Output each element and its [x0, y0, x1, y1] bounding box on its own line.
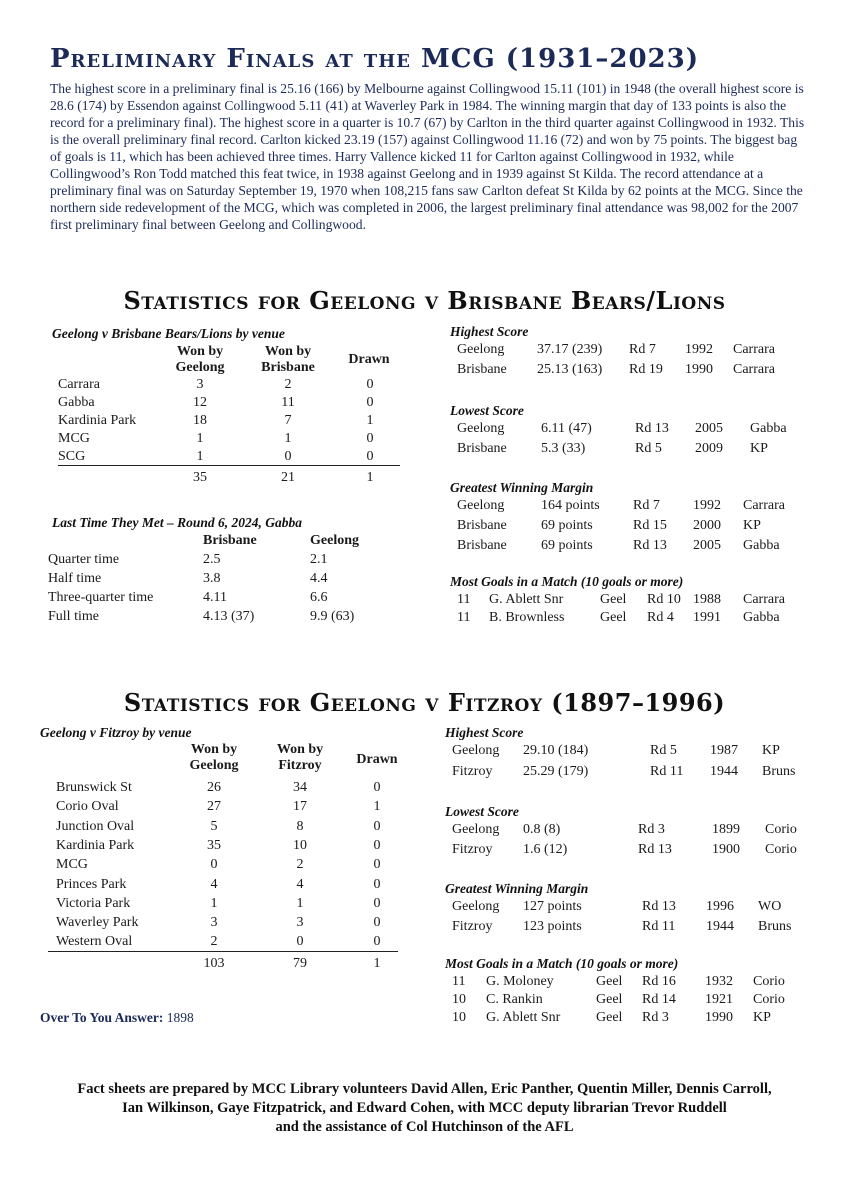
lowest-venue: Gabba [750, 421, 787, 436]
lowest-year: 1900 [712, 842, 740, 857]
venue-won-geelong: 3 [196, 377, 204, 392]
goals-heading: Most Goals in a Match (10 goals or more) [445, 956, 679, 971]
totals-divider [58, 465, 400, 466]
last-met-geelong: 6.6 [310, 590, 328, 605]
margin-rd: Rd 15 [633, 518, 667, 533]
margin-table [457, 498, 837, 562]
highest-table [452, 743, 832, 789]
venue-name: MCG [56, 857, 88, 873]
credits-line-2: Ian Wilkinson, Gaye Fitzpatrick, and Edward Cohen, with MCC deputy librarian Trevor Ruddell [122, 1100, 727, 1116]
highest-row [452, 764, 832, 782]
highest-row [452, 743, 832, 761]
last-met-geelong: 9.9 (63) [310, 609, 355, 624]
margin-score: 123 points [523, 919, 582, 934]
last-met-geelong: 4.4 [310, 571, 328, 586]
venue-drawn: 0 [373, 857, 381, 873]
last-met-row [48, 590, 398, 608]
venue-won-opponent: 11 [281, 395, 295, 410]
goals-table [457, 592, 837, 632]
venue-header-geelong: Won by Geelong [189, 742, 239, 773]
highest-venue: KP [762, 743, 780, 758]
lowest-venue: Corio [765, 822, 797, 837]
credits-line-1: Fact sheets are prepared by MCC Library volunteers David Allen, Eric Panther, Quentin Miller, Dennis Carroll, [77, 1081, 772, 1097]
highest-team: Geelong [457, 342, 505, 357]
brisbane-venue-heading: Geelong v Brisbane Bears/Lions by venue [52, 326, 285, 341]
venue-won-opponent: 7 [284, 413, 292, 428]
page-title: Preliminary Finals at the MCG (1931–2023) [50, 44, 700, 74]
venue-drawn: 0 [373, 837, 381, 853]
goals-heading: Most Goals in a Match (10 goals or more) [450, 574, 684, 589]
venue-row [56, 877, 406, 895]
total-geelong: 35 [193, 470, 207, 485]
venue-won-opponent: 4 [296, 876, 304, 892]
brisbane-section-title: Statistics for Geelong v Brisbane Bears/Lions [123, 286, 726, 315]
total-geelong: 103 [203, 956, 225, 971]
venue-won-geelong: 18 [193, 413, 207, 428]
goals-year: 1991 [693, 610, 721, 625]
goals-club: Geel [600, 610, 627, 625]
venue-won-geelong: 4 [210, 876, 218, 892]
goals-player: G. Ablett Snr [489, 592, 564, 607]
margin-score: 69 points [541, 518, 593, 533]
margin-venue: Carrara [743, 498, 785, 513]
goals-player: C. Rankin [486, 992, 543, 1007]
margin-rd: Rd 7 [633, 498, 660, 513]
venue-drawn: 0 [373, 934, 381, 950]
venue-row [58, 377, 408, 395]
venue-row [56, 896, 406, 914]
venue-header-brisbane: Won by Brisbane [261, 344, 315, 375]
intro-paragraph: The highest score in a preliminary final is 25.16 (166) by Melbourne against Collingwood 15.11 (101) in 1948 (the overall highest score is 28.6 (174) by Essendon against Collingwood 5.11 (41) at Waverley Park in 1984. The winning margin that day of 133 points is also the record for a preliminary final). The highest score in a quarter is 10.7 (67) by Carlton in the third quarter against Collingwood in 1932. This is the overall preliminary final record. Carlton kicked 23.19 (157) against Collingwood 11.16 (72) and won by 75 points. The biggest bag of goals is 11, which has been achieved three times. Harry Vallence kicked 11 for Carlton against Collingwood in 1932, while Collingwood’s Ron Todd matched this feat twice, in 1938 against Geelong and in 1939 against St Kilda. The record attendance at a preliminary final was on Saturday September 19, 1970 when 108,215 fans saw Carlton defeat St Kilda by 62 points at the MCG. Since the northern side redevelopment of the MCG, which was completed in 2006, the largest preliminary final attendance was 98,002 for the 2007 first preliminary final between Geelong and Collingwood. [50, 81, 805, 232]
venue-won-opponent: 2 [284, 377, 292, 392]
venue-header-geelong: Won by Geelong [175, 344, 225, 375]
highest-rd: Rd 11 [650, 764, 684, 779]
margin-heading: Greatest Winning Margin [450, 480, 594, 495]
goals-year: 1921 [705, 992, 733, 1007]
venue-name: Victoria Park [56, 895, 131, 911]
venue-row [56, 838, 406, 856]
goals-rd: Rd 16 [642, 974, 676, 989]
margin-rd: Rd 11 [642, 919, 676, 934]
highest-team: Geelong [452, 743, 500, 758]
highest-heading: Highest Score [445, 725, 524, 740]
lowest-rd: Rd 13 [635, 421, 669, 436]
total-brisbane: 21 [281, 470, 295, 485]
goals-row [452, 974, 832, 992]
totals-divider [48, 951, 398, 952]
venue-won-geelong: 35 [207, 837, 221, 853]
venue-won-opponent: 1 [284, 431, 292, 446]
lowest-heading: Lowest Score [445, 804, 519, 819]
goals-player: G. Moloney [486, 974, 554, 989]
margin-team: Fitzroy [452, 919, 493, 934]
venue-won-geelong: 1 [210, 895, 218, 911]
margin-score: 127 points [523, 899, 582, 914]
lowest-score: 5.3 (33) [541, 441, 586, 456]
goals-n: 11 [457, 592, 471, 607]
venue-name: Princes Park [56, 876, 127, 892]
lowest-table [457, 421, 837, 465]
margin-year: 2000 [693, 518, 721, 533]
total-drawn: 1 [373, 956, 381, 971]
lowest-rd: Rd 3 [638, 822, 665, 837]
venue-row [56, 934, 406, 952]
lowest-team: Fitzroy [452, 842, 493, 857]
venue-drawn: 1 [366, 413, 374, 428]
venue-name: Gabba [58, 395, 95, 410]
venue-won-opponent: 1 [296, 895, 304, 911]
highest-venue: Carrara [733, 342, 775, 357]
margin-score: 69 points [541, 538, 593, 553]
margin-row [452, 899, 832, 917]
lowest-venue: Corio [765, 842, 797, 857]
last-met-row [48, 571, 398, 589]
venue-name: Brunswick St [56, 780, 132, 795]
goals-venue: Corio [753, 992, 785, 1007]
last-met-label: Three-quarter time [48, 590, 154, 605]
venue-drawn: 0 [366, 431, 374, 446]
margin-score: 164 points [541, 498, 600, 513]
goals-year: 1932 [705, 974, 733, 989]
venue-header-fitzroy: Won by Fitzroy [276, 742, 324, 773]
highest-rd: Rd 7 [629, 342, 656, 357]
venue-drawn: 0 [373, 915, 381, 931]
highest-year: 1944 [710, 764, 738, 779]
goals-rd: Rd 10 [647, 592, 681, 607]
highest-rd: Rd 19 [629, 362, 663, 377]
goals-row [457, 592, 837, 610]
venue-name: Carrara [58, 377, 100, 392]
venue-name: SCG [58, 449, 86, 464]
margin-year: 1944 [706, 919, 734, 934]
margin-venue: WO [758, 899, 782, 914]
lowest-row [457, 441, 837, 459]
highest-row [457, 362, 837, 380]
highest-venue: Bruns [762, 764, 796, 779]
highest-heading: Highest Score [450, 324, 529, 339]
totals-row [58, 470, 408, 488]
last-met-table [48, 533, 398, 633]
venue-name: Western Oval [56, 934, 133, 950]
goals-year: 1988 [693, 592, 721, 607]
last-met-row [48, 609, 398, 627]
goals-n: 10 [452, 1010, 466, 1025]
fitzroy-venue-table [56, 742, 406, 974]
highest-rd: Rd 5 [650, 743, 677, 758]
venue-header-drawn: Drawn [356, 752, 398, 767]
totals-row [56, 956, 406, 974]
margin-heading: Greatest Winning Margin [445, 881, 589, 896]
venue-drawn: 0 [373, 895, 381, 911]
venue-won-geelong: 0 [210, 857, 218, 873]
goals-venue: Carrara [743, 592, 785, 607]
lowest-score: 0.8 (8) [523, 822, 561, 837]
lowest-team: Geelong [457, 421, 505, 436]
margin-team: Geelong [457, 498, 505, 513]
answer-value: 1898 [166, 1010, 194, 1025]
venue-name: Corio Oval [56, 799, 119, 815]
lowest-year: 1899 [712, 822, 740, 837]
margin-row [457, 538, 837, 556]
venue-drawn: 0 [373, 876, 381, 892]
venue-row [56, 799, 406, 817]
lowest-team: Geelong [452, 822, 500, 837]
highest-score: 25.29 (179) [523, 764, 589, 779]
highest-team: Brisbane [457, 362, 507, 377]
venue-won-geelong: 1 [196, 431, 204, 446]
lowest-rd: Rd 13 [638, 842, 672, 857]
venue-won-geelong: 12 [193, 395, 207, 410]
goals-venue: KP [753, 1010, 771, 1025]
venue-won-geelong: 5 [210, 818, 218, 834]
highest-year: 1992 [685, 342, 713, 357]
highest-score: 37.17 (239) [537, 342, 603, 357]
goals-club: Geel [596, 992, 623, 1007]
margin-team: Brisbane [457, 538, 507, 553]
goals-row [452, 992, 832, 1010]
goals-year: 1990 [705, 1010, 733, 1025]
highest-score: 25.13 (163) [537, 362, 603, 377]
goals-player: B. Brownless [489, 610, 565, 625]
lowest-row [457, 421, 837, 439]
last-met-brisbane: 4.13 (37) [203, 609, 255, 624]
fitzroy-venue-heading: Geelong v Fitzroy by venue [40, 725, 192, 740]
highest-score: 29.10 (184) [523, 743, 589, 758]
venue-row [58, 395, 408, 413]
last-met-brisbane: 4.11 [203, 590, 227, 605]
credits-line-3: and the assistance of Col Hutchinson of the AFL [275, 1119, 574, 1135]
venue-drawn: 0 [366, 395, 374, 410]
goals-n: 11 [457, 610, 471, 625]
lowest-row [452, 822, 832, 840]
venue-row [56, 915, 406, 933]
venue-row [58, 413, 408, 431]
goals-rd: Rd 14 [642, 992, 676, 1007]
venue-drawn: 0 [373, 780, 381, 795]
venue-won-geelong: 3 [210, 915, 218, 931]
lowest-row [452, 842, 832, 860]
venue-name: Kardinia Park [56, 837, 135, 853]
last-met-brisbane: 2.5 [203, 552, 221, 567]
goals-n: 10 [452, 992, 466, 1007]
goals-rd: Rd 3 [642, 1010, 669, 1025]
venue-row [58, 431, 408, 449]
venue-won-geelong: 26 [207, 780, 221, 795]
venue-won-geelong: 27 [207, 799, 221, 815]
last-met-geelong: 2.1 [310, 552, 328, 567]
highest-row [457, 342, 837, 360]
total-drawn: 1 [366, 470, 374, 485]
margin-venue: Bruns [758, 919, 792, 934]
margin-table [452, 899, 832, 943]
last-met-heading: Last Time They Met – Round 6, 2024, Gabba [52, 515, 302, 530]
highest-team: Fitzroy [452, 764, 493, 779]
lowest-table [452, 822, 832, 866]
answer-label: Over To You Answer: [40, 1010, 164, 1025]
venue-name: Junction Oval [56, 818, 135, 834]
margin-row [457, 498, 837, 516]
last-met-label: Half time [48, 571, 102, 586]
venue-row [56, 857, 406, 875]
venue-won-opponent: 10 [293, 837, 307, 853]
total-fitzroy: 79 [293, 956, 307, 971]
venue-won-geelong: 2 [210, 934, 218, 950]
venue-drawn: 0 [373, 818, 381, 834]
lowest-score: 1.6 (12) [523, 842, 568, 857]
goals-club: Geel [600, 592, 627, 607]
lowest-year: 2009 [695, 441, 723, 456]
venue-won-opponent: 17 [293, 799, 307, 815]
margin-year: 1992 [693, 498, 721, 513]
venue-won-opponent: 0 [296, 934, 304, 950]
last-met-label: Full time [48, 609, 99, 624]
last-met-label: Quarter time [48, 552, 120, 567]
venue-name: MCG [58, 431, 90, 446]
highest-table [457, 342, 837, 386]
venue-row [56, 780, 406, 798]
margin-row [457, 518, 837, 536]
goals-table [452, 974, 832, 1032]
goals-club: Geel [596, 974, 623, 989]
venue-won-opponent: 8 [296, 818, 304, 834]
last-met-header-brisbane: Brisbane [203, 533, 257, 548]
margin-year: 1996 [706, 899, 734, 914]
lowest-venue: KP [750, 441, 768, 456]
last-met-header-geelong: Geelong [310, 533, 359, 548]
highest-year: 1987 [710, 743, 738, 758]
margin-rd: Rd 13 [642, 899, 676, 914]
margin-rd: Rd 13 [633, 538, 667, 553]
venue-won-opponent: 0 [284, 449, 292, 464]
last-met-row [48, 552, 398, 570]
brisbane-venue-table [58, 344, 408, 489]
margin-team: Geelong [452, 899, 500, 914]
venue-won-opponent: 34 [293, 780, 307, 795]
fitzroy-section-title: Statistics for Geelong v Fitzroy (1897–1996) [123, 688, 726, 717]
goals-row [452, 1010, 832, 1028]
venue-drawn: 0 [366, 449, 374, 464]
lowest-year: 2005 [695, 421, 723, 436]
venue-header-drawn: Drawn [348, 352, 390, 367]
lowest-heading: Lowest Score [450, 403, 524, 418]
last-met-brisbane: 3.8 [203, 571, 221, 586]
goals-n: 11 [452, 974, 466, 989]
venue-won-opponent: 2 [296, 857, 304, 873]
goals-club: Geel [596, 1010, 623, 1025]
lowest-team: Brisbane [457, 441, 507, 456]
lowest-score: 6.11 (47) [541, 421, 592, 436]
venue-won-geelong: 1 [196, 449, 204, 464]
lowest-rd: Rd 5 [635, 441, 662, 456]
venue-name: Kardinia Park [58, 413, 137, 428]
highest-year: 1990 [685, 362, 713, 377]
venue-drawn: 0 [366, 377, 374, 392]
credits-footer [0, 1080, 849, 1137]
over-to-you-answer [40, 1010, 194, 1026]
margin-year: 2005 [693, 538, 721, 553]
goals-rd: Rd 4 [647, 610, 674, 625]
margin-venue: Gabba [743, 538, 780, 553]
margin-venue: KP [743, 518, 761, 533]
margin-row [452, 919, 832, 937]
margin-team: Brisbane [457, 518, 507, 533]
venue-name: Waverley Park [56, 915, 139, 931]
goals-player: G. Ablett Snr [486, 1010, 561, 1025]
highest-venue: Carrara [733, 362, 775, 377]
goals-venue: Corio [753, 974, 785, 989]
venue-row [56, 819, 406, 837]
venue-won-opponent: 3 [296, 915, 304, 931]
venue-drawn: 1 [373, 799, 381, 815]
goals-venue: Gabba [743, 610, 780, 625]
goals-row [457, 610, 837, 628]
